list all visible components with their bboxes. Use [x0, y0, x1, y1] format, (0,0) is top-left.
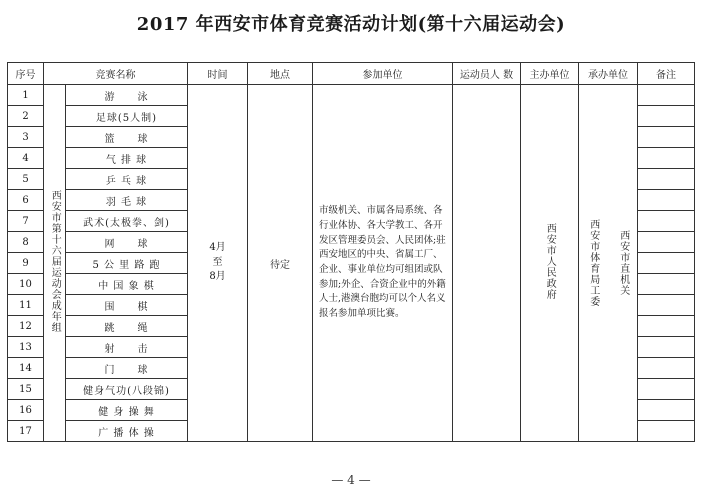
page-number: — 4 —	[331, 473, 371, 487]
sport-name: 武术(太极拳、剑)	[66, 211, 188, 232]
sport-name: 健 身 操 舞	[66, 400, 188, 421]
time-cell: 4月 至 8月	[188, 85, 248, 442]
header-participants: 参加单位	[313, 63, 453, 85]
row-number: 8	[8, 232, 44, 253]
row-number: 17	[8, 421, 44, 442]
location-cell: 待定	[248, 85, 313, 442]
sport-name: 中 国 象 棋	[66, 274, 188, 295]
row-number: 1	[8, 85, 44, 106]
header-event-name: 竞赛名称	[44, 63, 188, 85]
remarks-cell	[638, 337, 695, 358]
group-label: 西安市第十六届运动会成年组	[49, 190, 61, 333]
sport-name: 射 击	[66, 337, 188, 358]
header-remarks: 备注	[638, 63, 695, 85]
sport-name: 广 播 体 操	[66, 421, 188, 442]
sport-name: 门 球	[66, 358, 188, 379]
group-cell	[44, 85, 66, 442]
header-athletes: 运动员人 数	[453, 63, 521, 85]
organizer-line-1: 西安市直机关	[617, 230, 629, 296]
host-label: 西安市人民政府	[544, 223, 556, 300]
row-number: 3	[8, 127, 44, 148]
row-number: 16	[8, 400, 44, 421]
table-row	[8, 85, 695, 106]
sport-name: 跳 绳	[66, 316, 188, 337]
remarks-cell	[638, 232, 695, 253]
page-title: 2017 年西安市体育竞赛活动计划(第十六届运动会)	[136, 14, 566, 35]
row-number: 11	[8, 295, 44, 316]
sport-name: 5 公 里 路 跑	[66, 253, 188, 274]
remarks-cell	[638, 85, 695, 106]
row-number: 9	[8, 253, 44, 274]
organizer-cell	[579, 85, 638, 442]
remarks-cell	[638, 190, 695, 211]
row-number: 13	[8, 337, 44, 358]
host-cell	[521, 85, 579, 442]
remarks-cell	[638, 400, 695, 421]
remarks-cell	[638, 379, 695, 400]
remarks-cell	[638, 358, 695, 379]
remarks-cell	[638, 169, 695, 190]
row-number: 6	[8, 190, 44, 211]
remarks-cell	[638, 421, 695, 442]
row-number: 12	[8, 316, 44, 337]
remarks-cell	[638, 316, 695, 337]
sport-name: 健身气功(八段锦)	[66, 379, 188, 400]
row-number: 14	[8, 358, 44, 379]
row-number: 15	[8, 379, 44, 400]
row-number: 7	[8, 211, 44, 232]
remarks-cell	[638, 211, 695, 232]
row-number: 2	[8, 106, 44, 127]
sport-name: 足球(5人制)	[66, 106, 188, 127]
header-organizer: 承办单位	[579, 63, 638, 85]
sport-name: 游 泳	[66, 85, 188, 106]
remarks-cell	[638, 148, 695, 169]
sport-name: 乒 乓 球	[66, 169, 188, 190]
sport-name: 篮 球	[66, 127, 188, 148]
schedule-table	[7, 62, 695, 442]
row-number: 4	[8, 148, 44, 169]
remarks-cell	[638, 295, 695, 316]
sport-name: 羽 毛 球	[66, 190, 188, 211]
athletes-cell	[453, 85, 521, 442]
remarks-cell	[638, 127, 695, 148]
remarks-cell	[638, 106, 695, 127]
header-host: 主办单位	[521, 63, 579, 85]
sport-name: 围 棋	[66, 295, 188, 316]
sport-name: 气 排 球	[66, 148, 188, 169]
header-time: 时间	[188, 63, 248, 85]
sport-name: 网 球	[66, 232, 188, 253]
remarks-cell	[638, 253, 695, 274]
row-number: 5	[8, 169, 44, 190]
header-no: 序号	[8, 63, 44, 85]
header-location: 地点	[248, 63, 313, 85]
participants-cell: 市级机关、市属各局系统、各行业体协、各大学教工、各开发区管理委员会、人民团体;驻西安地区的中央、省属工厂、企业、事业单位均可组团或队参加;外企、合资企业中的外籍人士,港澳台胞均可以个人名义报名参加单项比赛。	[313, 85, 453, 442]
header-row	[8, 63, 695, 85]
organizer-line-2: 西安市体育局工委	[587, 219, 599, 307]
row-number: 10	[8, 274, 44, 295]
remarks-cell	[638, 274, 695, 295]
